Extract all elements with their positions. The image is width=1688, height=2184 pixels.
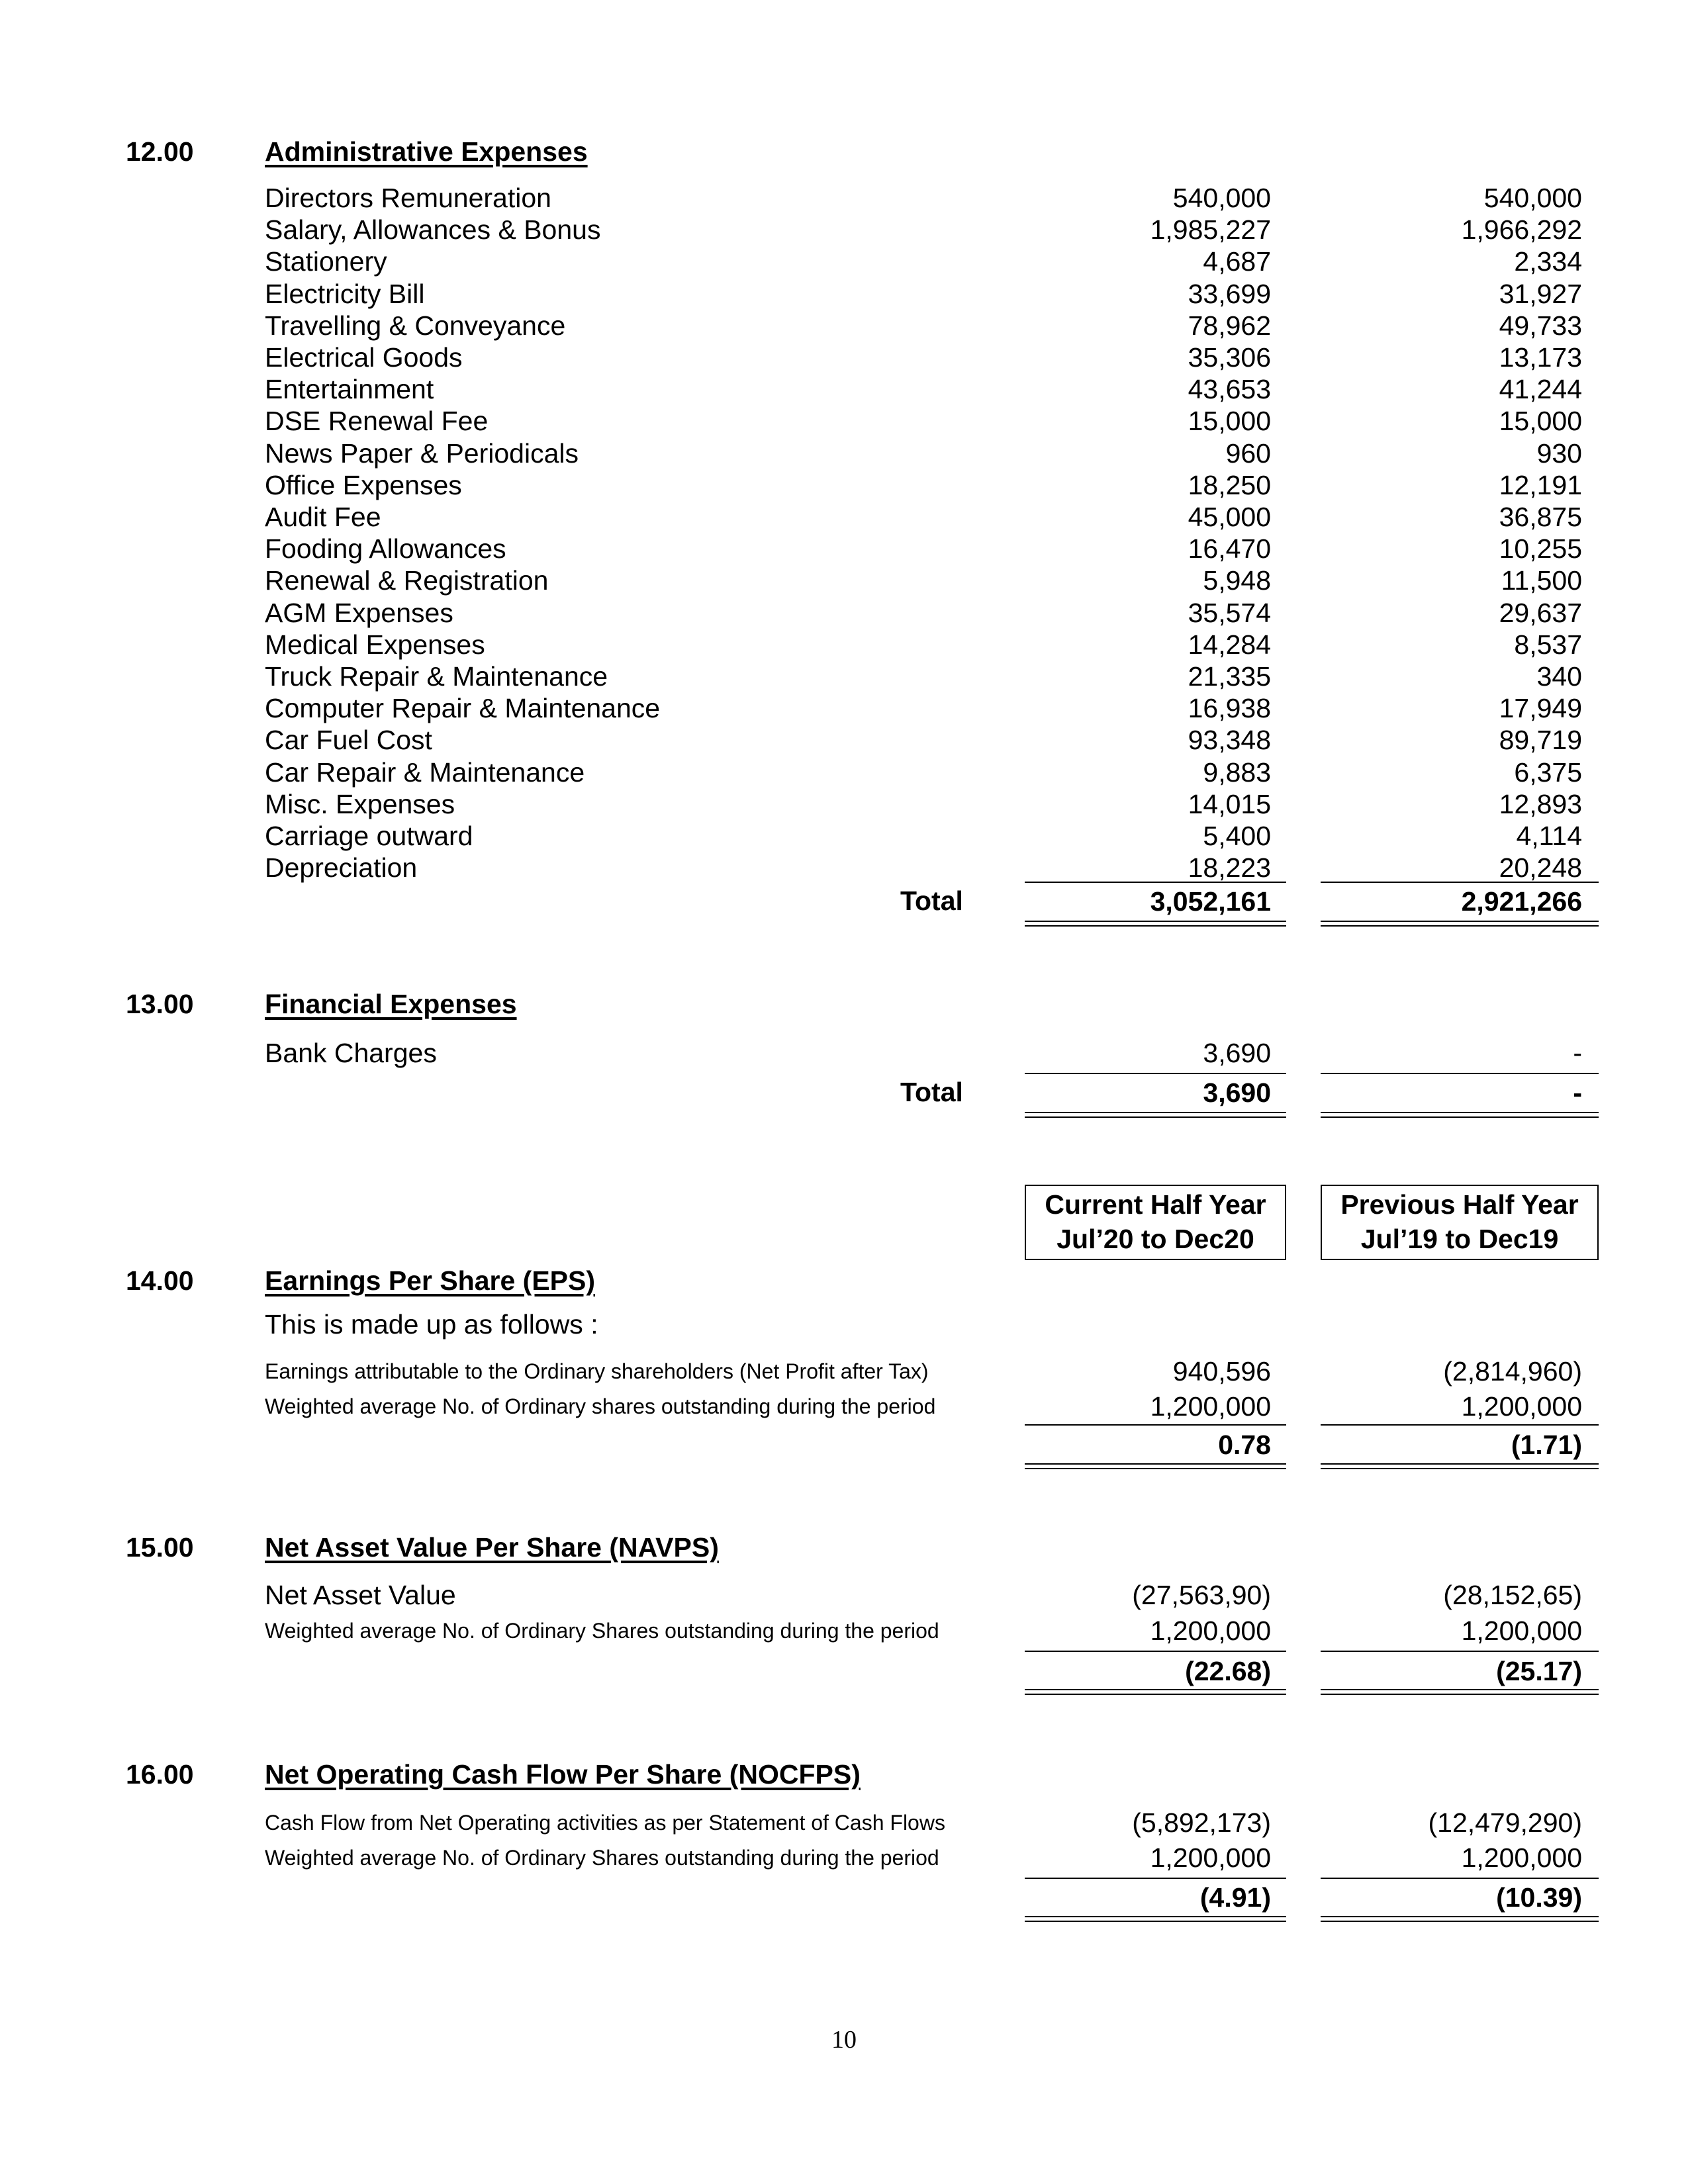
column-header-previous-period: Jul’19 to Dec19 (1360, 1224, 1559, 1254)
table-row (0, 820, 1688, 852)
eps-intro: This is made up as follows : (265, 1309, 598, 1340)
row-previous-value: 6,375 (1514, 756, 1582, 788)
double-rule-current (1025, 1916, 1286, 1917)
row-previous-value: 15,000 (1499, 406, 1582, 437)
section-title-nocfps: Net Operating Cash Flow Per Share (NOCFPS) (265, 1759, 861, 1790)
row-previous-value: 17,949 (1499, 693, 1582, 724)
nocfps-row-cashflow (0, 1807, 1688, 1839)
row-current-value: 5,948 (1203, 565, 1271, 596)
row-current-value: 15,000 (1188, 406, 1271, 437)
page-number: 10 (831, 2026, 857, 2054)
section-number-admin: 12.00 (126, 136, 194, 167)
column-header-current-period: Jul’20 to Dec20 (1056, 1224, 1254, 1254)
row-label: Computer Repair & Maintenance (265, 693, 661, 724)
admin-total-previous: 2,921,266 (1461, 886, 1582, 917)
row-label: News Paper & Periodicals (265, 437, 579, 469)
row-label: Cash Flow from Net Operating activities as per Statement of Cash Flows (265, 1811, 945, 1835)
double-rule-previous (1321, 925, 1599, 927)
column-header-current (1025, 1185, 1286, 1260)
row-label: Weighted average No. of Ordinary shares outstanding during the period (265, 1394, 936, 1418)
subtotal-rule-current (1025, 1424, 1286, 1426)
section-number-financial: 13.00 (126, 989, 194, 1019)
subtotal-rule-previous (1321, 1073, 1599, 1074)
navps-result-previous: (25.17) (1496, 1656, 1582, 1686)
row-label: Entertainment (265, 374, 434, 405)
table-row (0, 182, 1688, 214)
row-current-value: 9,883 (1203, 756, 1271, 788)
table-row (0, 788, 1688, 820)
table-row (0, 341, 1688, 373)
eps-row-shares (0, 1390, 1688, 1422)
nocfps-result-previous: (10.39) (1496, 1882, 1582, 1913)
row-previous-value: 1,200,000 (1461, 1391, 1582, 1422)
row-current-value: 45,000 (1188, 502, 1271, 532)
table-row (0, 660, 1688, 692)
row-current-value: 18,250 (1188, 469, 1271, 500)
row-label: Electrical Goods (265, 342, 463, 373)
subtotal-rule-current (1025, 1651, 1286, 1652)
row-current-value: 14,015 (1188, 788, 1271, 819)
row-current-value: 16,938 (1188, 693, 1271, 724)
row-previous-value: 1,200,000 (1461, 1843, 1582, 1873)
double-rule-previous (1321, 921, 1599, 922)
nocfps-result-current: (4.91) (1199, 1882, 1271, 1913)
row-label: Truck Repair & Maintenance (265, 661, 608, 692)
financial-total-label: Total (900, 1077, 963, 1107)
row-previous-value: 31,927 (1499, 278, 1582, 309)
row-previous-value: 10,255 (1499, 533, 1582, 565)
table-row (0, 597, 1688, 629)
row-previous-value: (12,479,290) (1428, 1807, 1582, 1838)
row-label: Medical Expenses (265, 629, 485, 660)
subtotal-rule-previous (1321, 1651, 1599, 1652)
row-label: Stationery (265, 246, 387, 277)
row-label: Car Repair & Maintenance (265, 756, 585, 788)
row-current-value: 18,223 (1188, 852, 1271, 884)
navps-result-current: (22.68) (1185, 1656, 1271, 1686)
navps-row-nav (0, 1579, 1688, 1611)
table-row (0, 756, 1688, 788)
row-label: Depreciation (265, 852, 418, 884)
table-row (0, 437, 1688, 469)
row-current-value: 35,574 (1188, 597, 1271, 628)
row-previous-value: (2,814,960) (1443, 1356, 1582, 1387)
table-row (0, 501, 1688, 533)
table-row (0, 852, 1688, 884)
table-row (0, 278, 1688, 310)
double-rule-previous (1321, 1694, 1599, 1695)
subtotal-rule-current (1025, 1073, 1286, 1074)
row-previous-value: 8,537 (1514, 629, 1582, 660)
row-current-value: 93,348 (1188, 725, 1271, 756)
row-label: Office Expenses (265, 469, 462, 500)
row-previous-value: 20,248 (1499, 852, 1582, 884)
double-rule-previous (1321, 1916, 1599, 1917)
row-current-value: 4,687 (1203, 246, 1271, 277)
row-previous-value: 11,500 (1501, 565, 1582, 596)
section-number-eps: 14.00 (126, 1265, 194, 1296)
double-rule-current (1025, 925, 1286, 927)
row-label: Net Asset Value (265, 1580, 456, 1610)
row-label: Misc. Expenses (265, 788, 455, 819)
double-rule-current (1025, 1694, 1286, 1695)
row-current-value: 21,335 (1188, 661, 1271, 692)
row-previous-value: 1,966,292 (1461, 214, 1582, 246)
row-label: Salary, Allowances & Bonus (265, 214, 601, 246)
row-current-value: 1,200,000 (1150, 1843, 1271, 1873)
table-row (0, 405, 1688, 437)
row-current-value: 5,400 (1203, 821, 1271, 851)
row-previous-value: 29,637 (1499, 597, 1582, 628)
row-current-value: 1,985,227 (1150, 214, 1271, 246)
column-header-previous (1321, 1185, 1599, 1260)
section-title-financial: Financial Expenses (265, 989, 517, 1019)
table-row (0, 692, 1688, 724)
table-row (0, 565, 1688, 596)
table-row (0, 310, 1688, 341)
table-row (0, 373, 1688, 405)
row-current-value: 33,699 (1188, 278, 1271, 309)
table-row (0, 533, 1688, 565)
financial-total-previous: - (1573, 1077, 1582, 1108)
column-header-previous-title: Previous Half Year (1340, 1189, 1579, 1220)
subtotal-rule-current (1025, 882, 1286, 883)
row-previous-value: 49,733 (1499, 310, 1582, 341)
row-previous-value: 89,719 (1499, 725, 1582, 756)
row-current-value: 540,000 (1172, 183, 1271, 213)
row-label: Weighted average No. of Ordinary Shares outstanding during the period (265, 1619, 939, 1643)
table-row (0, 214, 1688, 246)
financial-total-current: 3,690 (1203, 1077, 1271, 1108)
section-number-navps: 15.00 (126, 1532, 194, 1563)
double-rule-previous (1321, 1116, 1599, 1118)
row-current-value: 16,470 (1188, 533, 1271, 565)
double-rule-previous (1321, 1468, 1599, 1469)
financial-row (0, 1037, 1688, 1069)
double-rule-current (1025, 1468, 1286, 1469)
subtotal-rule-current (1025, 1878, 1286, 1879)
row-previous-value: 12,893 (1499, 788, 1582, 819)
row-current-value: 940,596 (1172, 1356, 1271, 1387)
row-current-value: 78,962 (1188, 310, 1271, 341)
row-current-value: (5,892,173) (1132, 1807, 1271, 1838)
double-rule-current (1025, 1463, 1286, 1465)
row-previous-value: 340 (1536, 661, 1582, 692)
eps-result-previous: (1.71) (1511, 1430, 1582, 1460)
subtotal-rule-previous (1321, 882, 1599, 883)
eps-result-current: 0.78 (1218, 1430, 1271, 1460)
row-label: Directors Remuneration (265, 183, 551, 213)
double-rule-current (1025, 1116, 1286, 1118)
double-rule-current (1025, 921, 1286, 922)
row-previous-value: 13,173 (1499, 342, 1582, 373)
double-rule-previous (1321, 1112, 1599, 1113)
row-label: Bank Charges (265, 1038, 437, 1068)
double-rule-previous (1321, 1689, 1599, 1690)
navps-row-shares (0, 1615, 1688, 1647)
row-label: Travelling & Conveyance (265, 310, 566, 341)
admin-total-label: Total (900, 886, 963, 916)
double-rule-current (1025, 1112, 1286, 1113)
row-previous-value: 41,244 (1499, 374, 1582, 405)
row-label: Renewal & Registration (265, 565, 549, 596)
double-rule-current (1025, 1921, 1286, 1922)
admin-total-current: 3,052,161 (1150, 886, 1271, 917)
row-current-value: 14,284 (1188, 629, 1271, 660)
row-label: Carriage outward (265, 821, 473, 851)
row-previous-value: (28,152,65) (1443, 1580, 1582, 1610)
section-title-admin: Administrative Expenses (265, 136, 588, 167)
row-previous-value: - (1573, 1038, 1582, 1068)
row-label: Car Fuel Cost (265, 725, 432, 756)
row-current-value: (27,563,90) (1132, 1580, 1271, 1610)
row-previous-value: 12,191 (1499, 469, 1582, 500)
table-row (0, 469, 1688, 501)
row-label: Audit Fee (265, 502, 381, 532)
table-row (0, 246, 1688, 277)
row-label: Electricity Bill (265, 278, 425, 309)
row-previous-value: 36,875 (1499, 502, 1582, 532)
row-previous-value: 4,114 (1516, 821, 1582, 851)
row-current-value: 3,690 (1203, 1038, 1271, 1068)
table-row (0, 724, 1688, 756)
row-previous-value: 930 (1536, 437, 1582, 469)
row-current-value: 43,653 (1188, 374, 1271, 405)
row-previous-value: 540,000 (1483, 183, 1582, 213)
section-title-navps: Net Asset Value Per Share (NAVPS) (265, 1532, 719, 1563)
section-number-nocfps: 16.00 (126, 1759, 194, 1790)
double-rule-previous (1321, 1921, 1599, 1922)
nocfps-row-shares (0, 1842, 1688, 1874)
eps-row-earnings (0, 1355, 1688, 1387)
double-rule-previous (1321, 1463, 1599, 1465)
row-current-value: 1,200,000 (1150, 1391, 1271, 1422)
row-label: AGM Expenses (265, 597, 453, 628)
section-title-eps: Earnings Per Share (EPS) (265, 1265, 596, 1296)
row-label: Fooding Allowances (265, 533, 506, 565)
row-current-value: 960 (1225, 437, 1271, 469)
column-header-current-title: Current Half Year (1045, 1189, 1266, 1220)
row-current-value: 35,306 (1188, 342, 1271, 373)
table-row (0, 629, 1688, 660)
subtotal-rule-previous (1321, 1424, 1599, 1426)
subtotal-rule-previous (1321, 1878, 1599, 1879)
row-current-value: 1,200,000 (1150, 1615, 1271, 1646)
row-previous-value: 2,334 (1514, 246, 1582, 277)
row-label: DSE Renewal Fee (265, 406, 489, 437)
row-label: Earnings attributable to the Ordinary shareholders (Net Profit after Tax) (265, 1359, 929, 1383)
double-rule-current (1025, 1689, 1286, 1690)
row-label: Weighted average No. of Ordinary Shares outstanding during the period (265, 1846, 939, 1870)
row-previous-value: 1,200,000 (1461, 1615, 1582, 1646)
